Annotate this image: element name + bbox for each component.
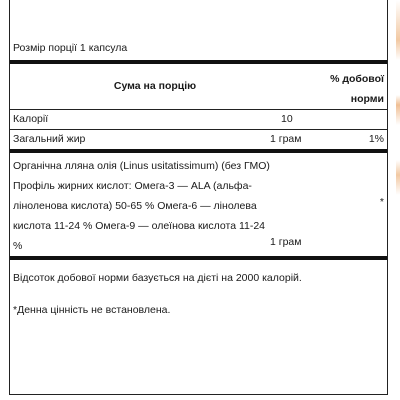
nutrient-amount-total-fat: 1 грам xyxy=(270,133,302,145)
footnote-daily-basis: Відсоток добової норми базується на дієті на 2000 калорій. xyxy=(13,272,302,284)
footnote-not-established: *Денна цінність не встановлена. xyxy=(13,304,171,316)
supplement-facts-panel xyxy=(9,0,388,395)
amount-per-serving-header: Сума на порцію xyxy=(113,80,197,92)
ingredient-amount: 1 грам xyxy=(270,236,302,248)
nutrient-label-calories: Калорії xyxy=(13,113,49,125)
serving-size: Розмір порції 1 капсула xyxy=(13,42,128,54)
ingredient-dv-mark: * xyxy=(379,196,384,208)
ingredient-line: Органічна лляна олія (Linus usitatissimum) (без ГМО) xyxy=(13,160,270,172)
ingredient-line: Профіль жирних кислот: Омега-3 — ALA (альфа- xyxy=(13,180,252,192)
daily-value-header xyxy=(330,69,384,109)
daily-value-header-line1: % добової xyxy=(330,73,384,85)
nutrient-label-total-fat: Загальний жир xyxy=(13,133,86,145)
divider-calories xyxy=(10,129,387,130)
ingredient-line: кислота 11-24 % Омега-9 — олеїнова кислота 11-24 xyxy=(13,220,266,232)
divider-header xyxy=(10,109,387,110)
thick-rule-bottom xyxy=(10,256,387,260)
thick-rule-top xyxy=(10,60,387,64)
nutrient-amount-calories: 10 xyxy=(281,113,293,125)
ingredient-line: ліноленова кислота) 50-65 % Омега-6 — лінолева xyxy=(13,200,257,212)
orange-edge-strip xyxy=(396,0,400,400)
ingredient-description xyxy=(13,156,373,256)
daily-value-header-line2: норми xyxy=(350,93,384,105)
thick-rule-middle xyxy=(10,149,387,153)
ingredient-line: % xyxy=(13,240,23,252)
nutrient-dv-total-fat: 1% xyxy=(368,133,384,145)
